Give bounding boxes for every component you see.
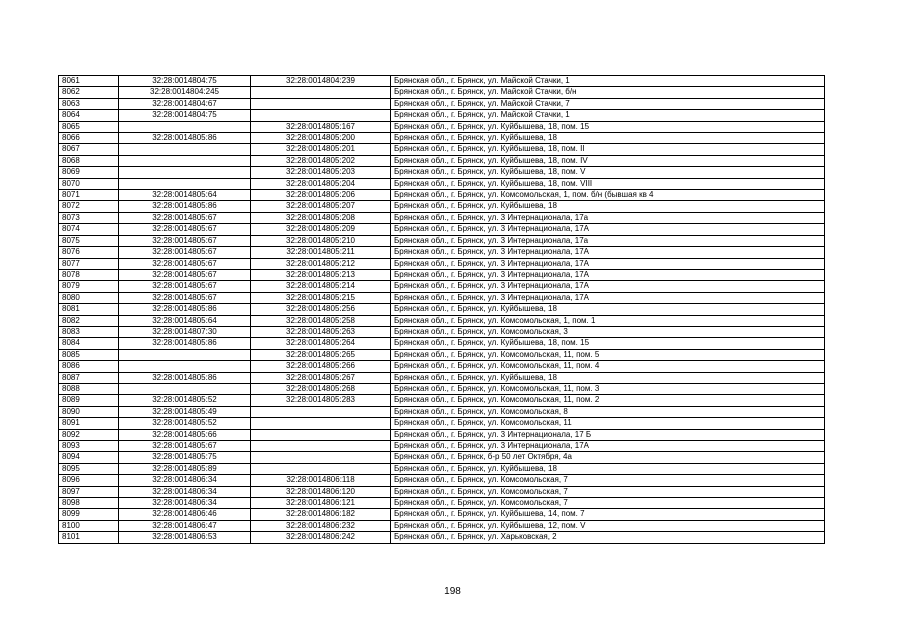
address-cell: Брянская обл., г. Брянск, ул. 3 Интернационала, 17А [391, 441, 825, 452]
row-number-cell: 8092 [59, 429, 119, 440]
row-number-cell: 8072 [59, 201, 119, 212]
object-cadastral-number-cell [251, 110, 391, 121]
parcel-cadastral-number-cell: 32:28:0014805:86 [119, 338, 251, 349]
address-cell: Брянская обл., г. Брянск, ул. Майской Стачки, 7 [391, 98, 825, 109]
address-cell: Брянская обл., г. Брянск, ул. Комсомольская, 1, пом. 1 [391, 315, 825, 326]
table-row [59, 498, 825, 509]
address-cell: Брянская обл., г. Брянск, ул. Комсомольская, 7 [391, 498, 825, 509]
object-cadastral-number-cell: 32:28:0014805:214 [251, 281, 391, 292]
object-cadastral-number-cell [251, 87, 391, 98]
address-cell: Брянская обл., г. Брянск, ул. 3 Интернационала, 17А [391, 247, 825, 258]
register-table-body [59, 76, 825, 544]
row-number-cell: 8063 [59, 98, 119, 109]
table-row [59, 520, 825, 531]
row-number-cell: 8078 [59, 269, 119, 280]
table-row [59, 452, 825, 463]
table-row [59, 247, 825, 258]
table-row [59, 190, 825, 201]
address-cell: Брянская обл., г. Брянск, ул. Майской Стачки, 1 [391, 110, 825, 121]
row-number-cell: 8100 [59, 520, 119, 531]
object-cadastral-number-cell: 32:28:0014806:120 [251, 486, 391, 497]
parcel-cadastral-number-cell [119, 349, 251, 360]
table-row [59, 281, 825, 292]
row-number-cell: 8069 [59, 167, 119, 178]
parcel-cadastral-number-cell: 32:28:0014804:245 [119, 87, 251, 98]
parcel-cadastral-number-cell: 32:28:0014806:46 [119, 509, 251, 520]
address-cell: Брянская обл., г. Брянск, ул. 3 Интернационала, 17А [391, 224, 825, 235]
address-cell: Брянская обл., г. Брянск, ул. Куйбышева, 18, пом. 15 [391, 121, 825, 132]
parcel-cadastral-number-cell: 32:28:0014804:75 [119, 110, 251, 121]
object-cadastral-number-cell: 32:28:0014805:209 [251, 224, 391, 235]
object-cadastral-number-cell: 32:28:0014805:258 [251, 315, 391, 326]
parcel-cadastral-number-cell [119, 144, 251, 155]
parcel-cadastral-number-cell: 32:28:0014805:67 [119, 281, 251, 292]
parcel-cadastral-number-cell [119, 361, 251, 372]
address-cell: Брянская обл., г. Брянск, ул. Харьковская, 2 [391, 532, 825, 543]
parcel-cadastral-number-cell: 32:28:0014806:34 [119, 498, 251, 509]
parcel-cadastral-number-cell: 32:28:0014805:64 [119, 315, 251, 326]
table-row [59, 76, 825, 87]
table-row [59, 269, 825, 280]
parcel-cadastral-number-cell [119, 155, 251, 166]
table-row [59, 167, 825, 178]
object-cadastral-number-cell: 32:28:0014805:256 [251, 304, 391, 315]
row-number-cell: 8073 [59, 212, 119, 223]
parcel-cadastral-number-cell: 32:28:0014805:52 [119, 395, 251, 406]
register-table [58, 75, 825, 544]
parcel-cadastral-number-cell: 32:28:0014805:49 [119, 406, 251, 417]
address-cell: Брянская обл., г. Брянск, ул. Комсомольская, 11, пом. 4 [391, 361, 825, 372]
parcel-cadastral-number-cell [119, 121, 251, 132]
address-cell: Брянская обл., г. Брянск, ул. Комсомольская, 11, пом. 2 [391, 395, 825, 406]
object-cadastral-number-cell: 32:28:0014805:212 [251, 258, 391, 269]
address-cell: Брянская обл., г. Брянск, ул. Куйбышева, 18 [391, 463, 825, 474]
object-cadastral-number-cell: 32:28:0014805:203 [251, 167, 391, 178]
table-row [59, 441, 825, 452]
parcel-cadastral-number-cell: 32:28:0014805:89 [119, 463, 251, 474]
table-row [59, 349, 825, 360]
row-number-cell: 8075 [59, 235, 119, 246]
row-number-cell: 8098 [59, 498, 119, 509]
row-number-cell: 8081 [59, 304, 119, 315]
table-row [59, 361, 825, 372]
address-cell: Брянская обл., г. Брянск, ул. Комсомольская, 11, пом. 5 [391, 349, 825, 360]
table-row [59, 463, 825, 474]
object-cadastral-number-cell [251, 406, 391, 417]
table-row [59, 201, 825, 212]
row-number-cell: 8097 [59, 486, 119, 497]
table-row [59, 338, 825, 349]
parcel-cadastral-number-cell [119, 167, 251, 178]
row-number-cell: 8088 [59, 383, 119, 394]
row-number-cell: 8079 [59, 281, 119, 292]
row-number-cell: 8062 [59, 87, 119, 98]
parcel-cadastral-number-cell: 32:28:0014805:86 [119, 133, 251, 144]
table-row [59, 475, 825, 486]
address-cell: Брянская обл., г. Брянск, ул. Куйбышева, 18 [391, 201, 825, 212]
object-cadastral-number-cell: 32:28:0014806:182 [251, 509, 391, 520]
row-number-cell: 8076 [59, 247, 119, 258]
object-cadastral-number-cell [251, 418, 391, 429]
row-number-cell: 8101 [59, 532, 119, 543]
parcel-cadastral-number-cell: 32:28:0014804:67 [119, 98, 251, 109]
page-number: 198 [444, 586, 461, 597]
address-cell: Брянская обл., г. Брянск, ул. Куйбышева, 18 [391, 304, 825, 315]
row-number-cell: 8090 [59, 406, 119, 417]
address-cell: Брянская обл., г. Брянск, ул. Куйбышева, 18 [391, 133, 825, 144]
object-cadastral-number-cell: 32:28:0014805:202 [251, 155, 391, 166]
table-row [59, 304, 825, 315]
object-cadastral-number-cell: 32:28:0014805:263 [251, 326, 391, 337]
address-cell: Брянская обл., г. Брянск, ул. Комсомольская, 7 [391, 486, 825, 497]
object-cadastral-number-cell: 32:28:0014805:167 [251, 121, 391, 132]
object-cadastral-number-cell [251, 463, 391, 474]
object-cadastral-number-cell: 32:28:0014805:204 [251, 178, 391, 189]
row-number-cell: 8082 [59, 315, 119, 326]
parcel-cadastral-number-cell [119, 383, 251, 394]
parcel-cadastral-number-cell: 32:28:0014805:67 [119, 258, 251, 269]
parcel-cadastral-number-cell: 32:28:0014805:67 [119, 269, 251, 280]
object-cadastral-number-cell: 32:28:0014806:118 [251, 475, 391, 486]
row-number-cell: 8064 [59, 110, 119, 121]
parcel-cadastral-number-cell: 32:28:0014805:52 [119, 418, 251, 429]
object-cadastral-number-cell [251, 98, 391, 109]
address-cell: Брянская обл., г. Брянск, ул. 3 Интернационала, 17 Б [391, 429, 825, 440]
address-cell: Брянская обл., г. Брянск, ул. Куйбышева, 18, пом. V [391, 167, 825, 178]
object-cadastral-number-cell: 32:28:0014805:283 [251, 395, 391, 406]
row-number-cell: 8066 [59, 133, 119, 144]
row-number-cell: 8086 [59, 361, 119, 372]
object-cadastral-number-cell: 32:28:0014806:232 [251, 520, 391, 531]
parcel-cadastral-number-cell: 32:28:0014806:34 [119, 486, 251, 497]
object-cadastral-number-cell [251, 441, 391, 452]
address-cell: Брянская обл., г. Брянск, ул. Майской Стачки, 1 [391, 76, 825, 87]
parcel-cadastral-number-cell [119, 178, 251, 189]
object-cadastral-number-cell: 32:28:0014804:239 [251, 76, 391, 87]
row-number-cell: 8077 [59, 258, 119, 269]
object-cadastral-number-cell: 32:28:0014805:267 [251, 372, 391, 383]
object-cadastral-number-cell: 32:28:0014806:242 [251, 532, 391, 543]
parcel-cadastral-number-cell: 32:28:0014805:67 [119, 292, 251, 303]
object-cadastral-number-cell: 32:28:0014805:211 [251, 247, 391, 258]
address-cell: Брянская обл., г. Брянск, ул. Куйбышева, 18, пом. VIII [391, 178, 825, 189]
parcel-cadastral-number-cell: 32:28:0014805:86 [119, 372, 251, 383]
table-row [59, 429, 825, 440]
address-cell: Брянская обл., г. Брянск, ул. Комсомольская, 11 [391, 418, 825, 429]
address-cell: Брянская обл., г. Брянск, ул. 3 Интернационала, 17а [391, 235, 825, 246]
address-cell: Брянская обл., г. Брянск, ул. Куйбышева, 18, пом. IV [391, 155, 825, 166]
table-row [59, 532, 825, 543]
address-cell: Брянская обл., г. Брянск, ул. Куйбышева, 18, пом. II [391, 144, 825, 155]
table-row [59, 98, 825, 109]
row-number-cell: 8094 [59, 452, 119, 463]
table-row [59, 292, 825, 303]
table-row [59, 383, 825, 394]
table-row [59, 418, 825, 429]
row-number-cell: 8084 [59, 338, 119, 349]
object-cadastral-number-cell: 32:28:0014805:200 [251, 133, 391, 144]
parcel-cadastral-number-cell: 32:28:0014805:86 [119, 201, 251, 212]
table-row [59, 133, 825, 144]
object-cadastral-number-cell: 32:28:0014805:207 [251, 201, 391, 212]
table-row [59, 372, 825, 383]
address-cell: Брянская обл., г. Брянск, ул. 3 Интернационала, 17а [391, 212, 825, 223]
row-number-cell: 8091 [59, 418, 119, 429]
table-row [59, 509, 825, 520]
object-cadastral-number-cell: 32:28:0014805:264 [251, 338, 391, 349]
parcel-cadastral-number-cell: 32:28:0014805:67 [119, 212, 251, 223]
address-cell: Брянская обл., г. Брянск, ул. Комсомольская, 8 [391, 406, 825, 417]
row-number-cell: 8093 [59, 441, 119, 452]
row-number-cell: 8096 [59, 475, 119, 486]
address-cell: Брянская обл., г. Брянск, ул. Майской Стачки, б/н [391, 87, 825, 98]
row-number-cell: 8099 [59, 509, 119, 520]
parcel-cadastral-number-cell: 32:28:0014805:66 [119, 429, 251, 440]
table-row [59, 224, 825, 235]
table-row [59, 212, 825, 223]
parcel-cadastral-number-cell: 32:28:0014805:64 [119, 190, 251, 201]
row-number-cell: 8083 [59, 326, 119, 337]
row-number-cell: 8095 [59, 463, 119, 474]
row-number-cell: 8085 [59, 349, 119, 360]
table-row [59, 121, 825, 132]
object-cadastral-number-cell: 32:28:0014805:266 [251, 361, 391, 372]
parcel-cadastral-number-cell: 32:28:0014807:30 [119, 326, 251, 337]
address-cell: Брянская обл., г. Брянск, ул. Комсомольская, 7 [391, 475, 825, 486]
parcel-cadastral-number-cell: 32:28:0014806:53 [119, 532, 251, 543]
row-number-cell: 8074 [59, 224, 119, 235]
row-number-cell: 8087 [59, 372, 119, 383]
table-row [59, 406, 825, 417]
table-row [59, 87, 825, 98]
table-row [59, 326, 825, 337]
parcel-cadastral-number-cell: 32:28:0014805:86 [119, 304, 251, 315]
object-cadastral-number-cell [251, 429, 391, 440]
parcel-cadastral-number-cell: 32:28:0014805:67 [119, 235, 251, 246]
parcel-cadastral-number-cell: 32:28:0014805:67 [119, 224, 251, 235]
object-cadastral-number-cell: 32:28:0014805:265 [251, 349, 391, 360]
address-cell: Брянская обл., г. Брянск, ул. 3 Интернационала, 17А [391, 258, 825, 269]
address-cell: Брянская обл., г. Брянск, ул. Комсомольская, 1, пом. б/н (бывшая кв 4 [391, 190, 825, 201]
parcel-cadastral-number-cell: 32:28:0014805:67 [119, 441, 251, 452]
row-number-cell: 8068 [59, 155, 119, 166]
row-number-cell: 8067 [59, 144, 119, 155]
table-row [59, 144, 825, 155]
address-cell: Брянская обл., г. Брянск, ул. Куйбышева, 18 [391, 372, 825, 383]
parcel-cadastral-number-cell: 32:28:0014805:75 [119, 452, 251, 463]
parcel-cadastral-number-cell: 32:28:0014805:67 [119, 247, 251, 258]
row-number-cell: 8070 [59, 178, 119, 189]
table-row [59, 178, 825, 189]
table-row [59, 155, 825, 166]
address-cell: Брянская обл., г. Брянск, ул. Комсомольская, 11, пом. 3 [391, 383, 825, 394]
table-row [59, 258, 825, 269]
row-number-cell: 8089 [59, 395, 119, 406]
address-cell: Брянская обл., г. Брянск, ул. Куйбышева, 18, пом. 15 [391, 338, 825, 349]
object-cadastral-number-cell: 32:28:0014805:215 [251, 292, 391, 303]
object-cadastral-number-cell: 32:28:0014805:213 [251, 269, 391, 280]
object-cadastral-number-cell: 32:28:0014805:201 [251, 144, 391, 155]
address-cell: Брянская обл., г. Брянск, ул. Куйбышева, 12, пом. V [391, 520, 825, 531]
object-cadastral-number-cell: 32:28:0014805:206 [251, 190, 391, 201]
row-number-cell: 8071 [59, 190, 119, 201]
table-row [59, 235, 825, 246]
address-cell: Брянская обл., г. Брянск, ул. Комсомольская, 3 [391, 326, 825, 337]
parcel-cadastral-number-cell: 32:28:0014806:34 [119, 475, 251, 486]
row-number-cell: 8065 [59, 121, 119, 132]
table-row [59, 315, 825, 326]
object-cadastral-number-cell: 32:28:0014805:208 [251, 212, 391, 223]
parcel-cadastral-number-cell: 32:28:0014806:47 [119, 520, 251, 531]
object-cadastral-number-cell: 32:28:0014806:121 [251, 498, 391, 509]
object-cadastral-number-cell: 32:28:0014805:210 [251, 235, 391, 246]
address-cell: Брянская обл., г. Брянск, ул. 3 Интернационала, 17А [391, 269, 825, 280]
table-row [59, 486, 825, 497]
address-cell: Брянская обл., г. Брянск, ул. 3 Интернационала, 17А [391, 292, 825, 303]
address-cell: Брянская обл., г. Брянск, ул. Куйбышева, 14, пом. 7 [391, 509, 825, 520]
row-number-cell: 8080 [59, 292, 119, 303]
address-cell: Брянская обл., г. Брянск, ул. 3 Интернационала, 17А [391, 281, 825, 292]
parcel-cadastral-number-cell: 32:28:0014804:75 [119, 76, 251, 87]
object-cadastral-number-cell [251, 452, 391, 463]
address-cell: Брянская обл., г. Брянск, б-р 50 лет Октября, 4а [391, 452, 825, 463]
object-cadastral-number-cell: 32:28:0014805:268 [251, 383, 391, 394]
table-row [59, 395, 825, 406]
row-number-cell: 8061 [59, 76, 119, 87]
table-row [59, 110, 825, 121]
